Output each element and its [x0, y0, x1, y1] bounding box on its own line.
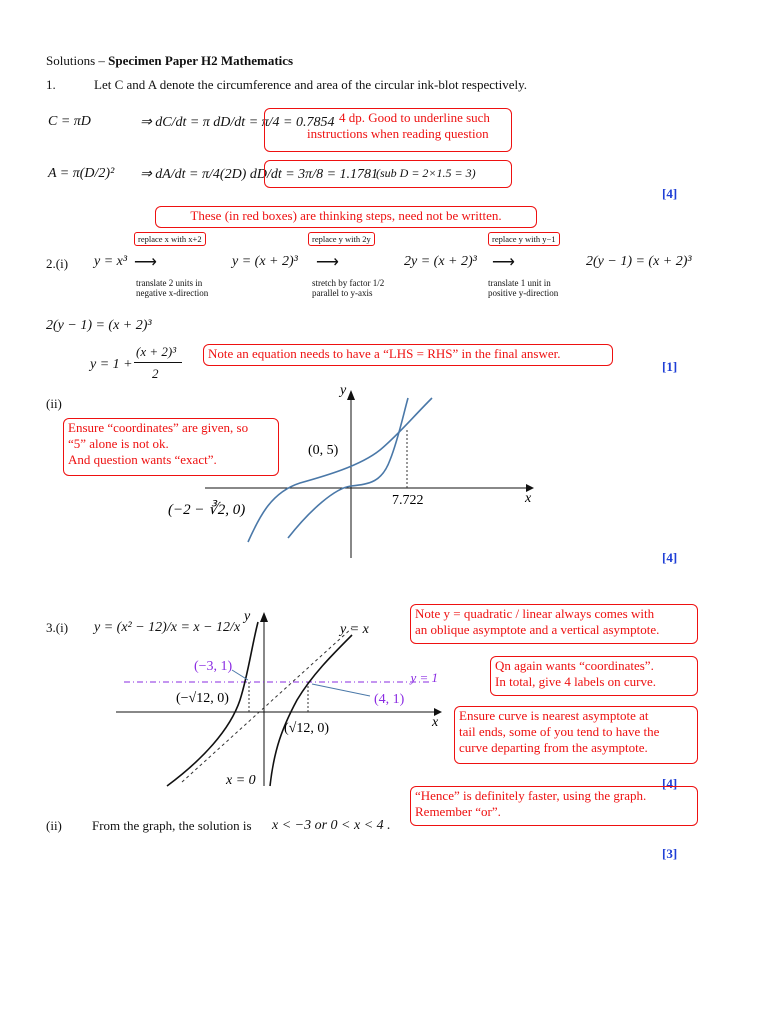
q2-work1: 2(y − 1) = (x + 2)³ — [46, 318, 152, 333]
q2-mark-ii: [4] — [662, 550, 678, 565]
note-curve-2: tail ends, some of you tend to have the — [459, 724, 660, 739]
q2-step2-desc — [312, 278, 384, 298]
q1-sub-note: (sub D = 2×1.5 = 3) — [376, 166, 476, 180]
q2-work2-lhs: y = 1 + — [90, 357, 133, 372]
note-coords-3: And question wants “exact”. — [68, 452, 217, 467]
q2-step1-box: replace x with x+2 — [134, 232, 206, 246]
q2-step1-desc-2: negative x-direction — [136, 288, 209, 298]
note-curve-3: curve departing from the asymptote. — [459, 740, 648, 755]
q2-step3-desc-1: translate 1 unit in — [488, 278, 551, 288]
note-coords-2: “5” alone is not ok. — [68, 436, 169, 451]
q2-step1-desc-1: translate 2 units in — [136, 278, 203, 288]
q3-equation: y = (x² − 12)/x = x − 12/x — [94, 620, 241, 635]
note-hence-1: “Hence” is definitely faster, using the graph. — [415, 788, 647, 803]
q2-step2-arrow: ⟶ — [316, 254, 339, 271]
q1-intro: Let C and A denote the circumference and area of the circular ink-blot respectively. — [94, 77, 528, 92]
q3-label-ii: (ii) — [46, 818, 62, 833]
q2-chain-mid2: 2y = (x + 2)³ — [404, 254, 477, 269]
note-4dp-line1: 4 dp. Good to underline such — [339, 110, 490, 125]
page-header — [46, 53, 293, 69]
note-coords-1: Ensure “coordinates” are given, so — [68, 420, 249, 435]
q3-asym-vertical-label: x = 0 — [226, 773, 256, 788]
q2-step3-desc — [488, 278, 558, 298]
header-title: Specimen Paper H2 Mathematics — [108, 53, 294, 68]
note-4dp — [264, 108, 512, 152]
q3-pt-c: (−√12, 0) — [176, 691, 229, 706]
q2-step1-arrow: ⟶ — [134, 254, 157, 271]
q3-arrow-a — [232, 670, 248, 680]
q2-label-ii: (ii) — [46, 396, 62, 411]
note-asymptote-2: an oblique asymptote and a vertical asymptote. — [415, 622, 660, 637]
q2-mark-i: [1] — [662, 359, 678, 374]
note-thinking-text: These (in red boxes) are thinking steps, need not be written. — [190, 208, 502, 223]
q2-chain-mid1: y = (x + 2)³ — [232, 254, 298, 269]
q2-work2-fracbar — [134, 362, 182, 363]
q2-y-arrow — [347, 390, 355, 400]
header-prefix: Solutions – — [46, 53, 109, 68]
q3-x-label: x — [432, 715, 439, 730]
note-asymptote-1: Note y = quadratic / linear always comes with — [415, 606, 655, 621]
note-equation-text: Note an equation needs to have a “LHS = RHS” in the final answer. — [208, 346, 561, 361]
q2-work2-den: 2 — [152, 366, 159, 381]
q1-eq1-right: ⇒ dC/dt = π dD/dt = π/4 = 0.7854 — [140, 115, 335, 130]
q2-pt-intersect: 7.722 — [392, 493, 424, 508]
q2-chain-start: y = x³ — [94, 254, 128, 269]
note-q3-coords-2: In total, give 4 labels on curve. — [495, 674, 657, 689]
q3-pt-b: (4, 1) — [374, 692, 405, 707]
q3-arrow-b — [312, 684, 370, 696]
note-curve-1: Ensure curve is nearest asymptote at — [459, 708, 649, 723]
q2-x-label: x — [525, 491, 532, 506]
q3-answer-text: From the graph, the solution is — [92, 818, 252, 833]
note-q3-coords-1: Qn again wants “coordinates”. — [495, 658, 654, 673]
q3-mark-ii: [3] — [662, 846, 678, 861]
q3-answer-math: x < −3 or 0 < x < 4 . — [272, 818, 391, 833]
q2-pt-root: (−2 − ∛2, 0) — [168, 502, 246, 518]
q2-step2-box: replace y with 2y — [308, 232, 375, 246]
q2-label-i: 2.(i) — [46, 256, 69, 271]
q3-pt-a: (−3, 1) — [194, 659, 233, 674]
q3-label-i: 3.(i) — [46, 620, 69, 635]
q3-y-arrow — [260, 612, 268, 622]
note-hence — [410, 786, 698, 826]
note-4dp-line2: instructions when reading question — [307, 126, 489, 141]
q3-graph — [112, 600, 442, 790]
q2-pt-intercept: (0, 5) — [308, 443, 339, 458]
q1-mark: [4] — [662, 186, 678, 201]
q1-number: 1. — [46, 77, 56, 92]
q2-step3-box: replace y with y−1 — [488, 232, 560, 246]
note-hence-2: Remember “or”. — [415, 804, 501, 819]
q2-step2-desc-1: stretch by factor 1/2 — [312, 278, 385, 288]
note-curve-asymptote — [454, 706, 698, 764]
q3-y-label: y — [244, 609, 251, 624]
q2-y-label: y — [340, 383, 347, 398]
q1-eq2-left: A = π(D/2)² — [48, 166, 115, 181]
q2-graph — [160, 380, 540, 560]
q1-eq1-left: C = πD — [48, 114, 91, 129]
note-equation — [203, 344, 613, 366]
q3-mark-i: [4] — [662, 776, 678, 791]
note-asymptote — [410, 604, 698, 644]
q3-curve-right — [270, 635, 352, 786]
q2-chain-end: 2(y − 1) = (x + 2)³ — [586, 254, 692, 269]
note-q3-coords — [490, 656, 698, 696]
q3-pt-d: (√12, 0) — [284, 721, 330, 736]
q2-step3-arrow: ⟶ — [492, 254, 515, 271]
q1-eq2-right: ⇒ dA/dt = π/4(2D) dD/dt = 3π/8 = 1.1781 — [140, 167, 379, 182]
q2-step2-desc-2: parallel to y-axis — [312, 288, 373, 298]
q2-step3-desc-2: positive y-direction — [488, 288, 559, 298]
q3-asym-oblique-label: y = x — [340, 622, 369, 637]
note-thinking-steps — [155, 206, 537, 228]
q2-curve-transformed — [248, 398, 432, 542]
q2-step1-desc — [136, 278, 208, 298]
q3-line-y1-label: y = 1 — [410, 670, 438, 685]
q2-work2-num: (x + 2)³ — [136, 344, 177, 359]
